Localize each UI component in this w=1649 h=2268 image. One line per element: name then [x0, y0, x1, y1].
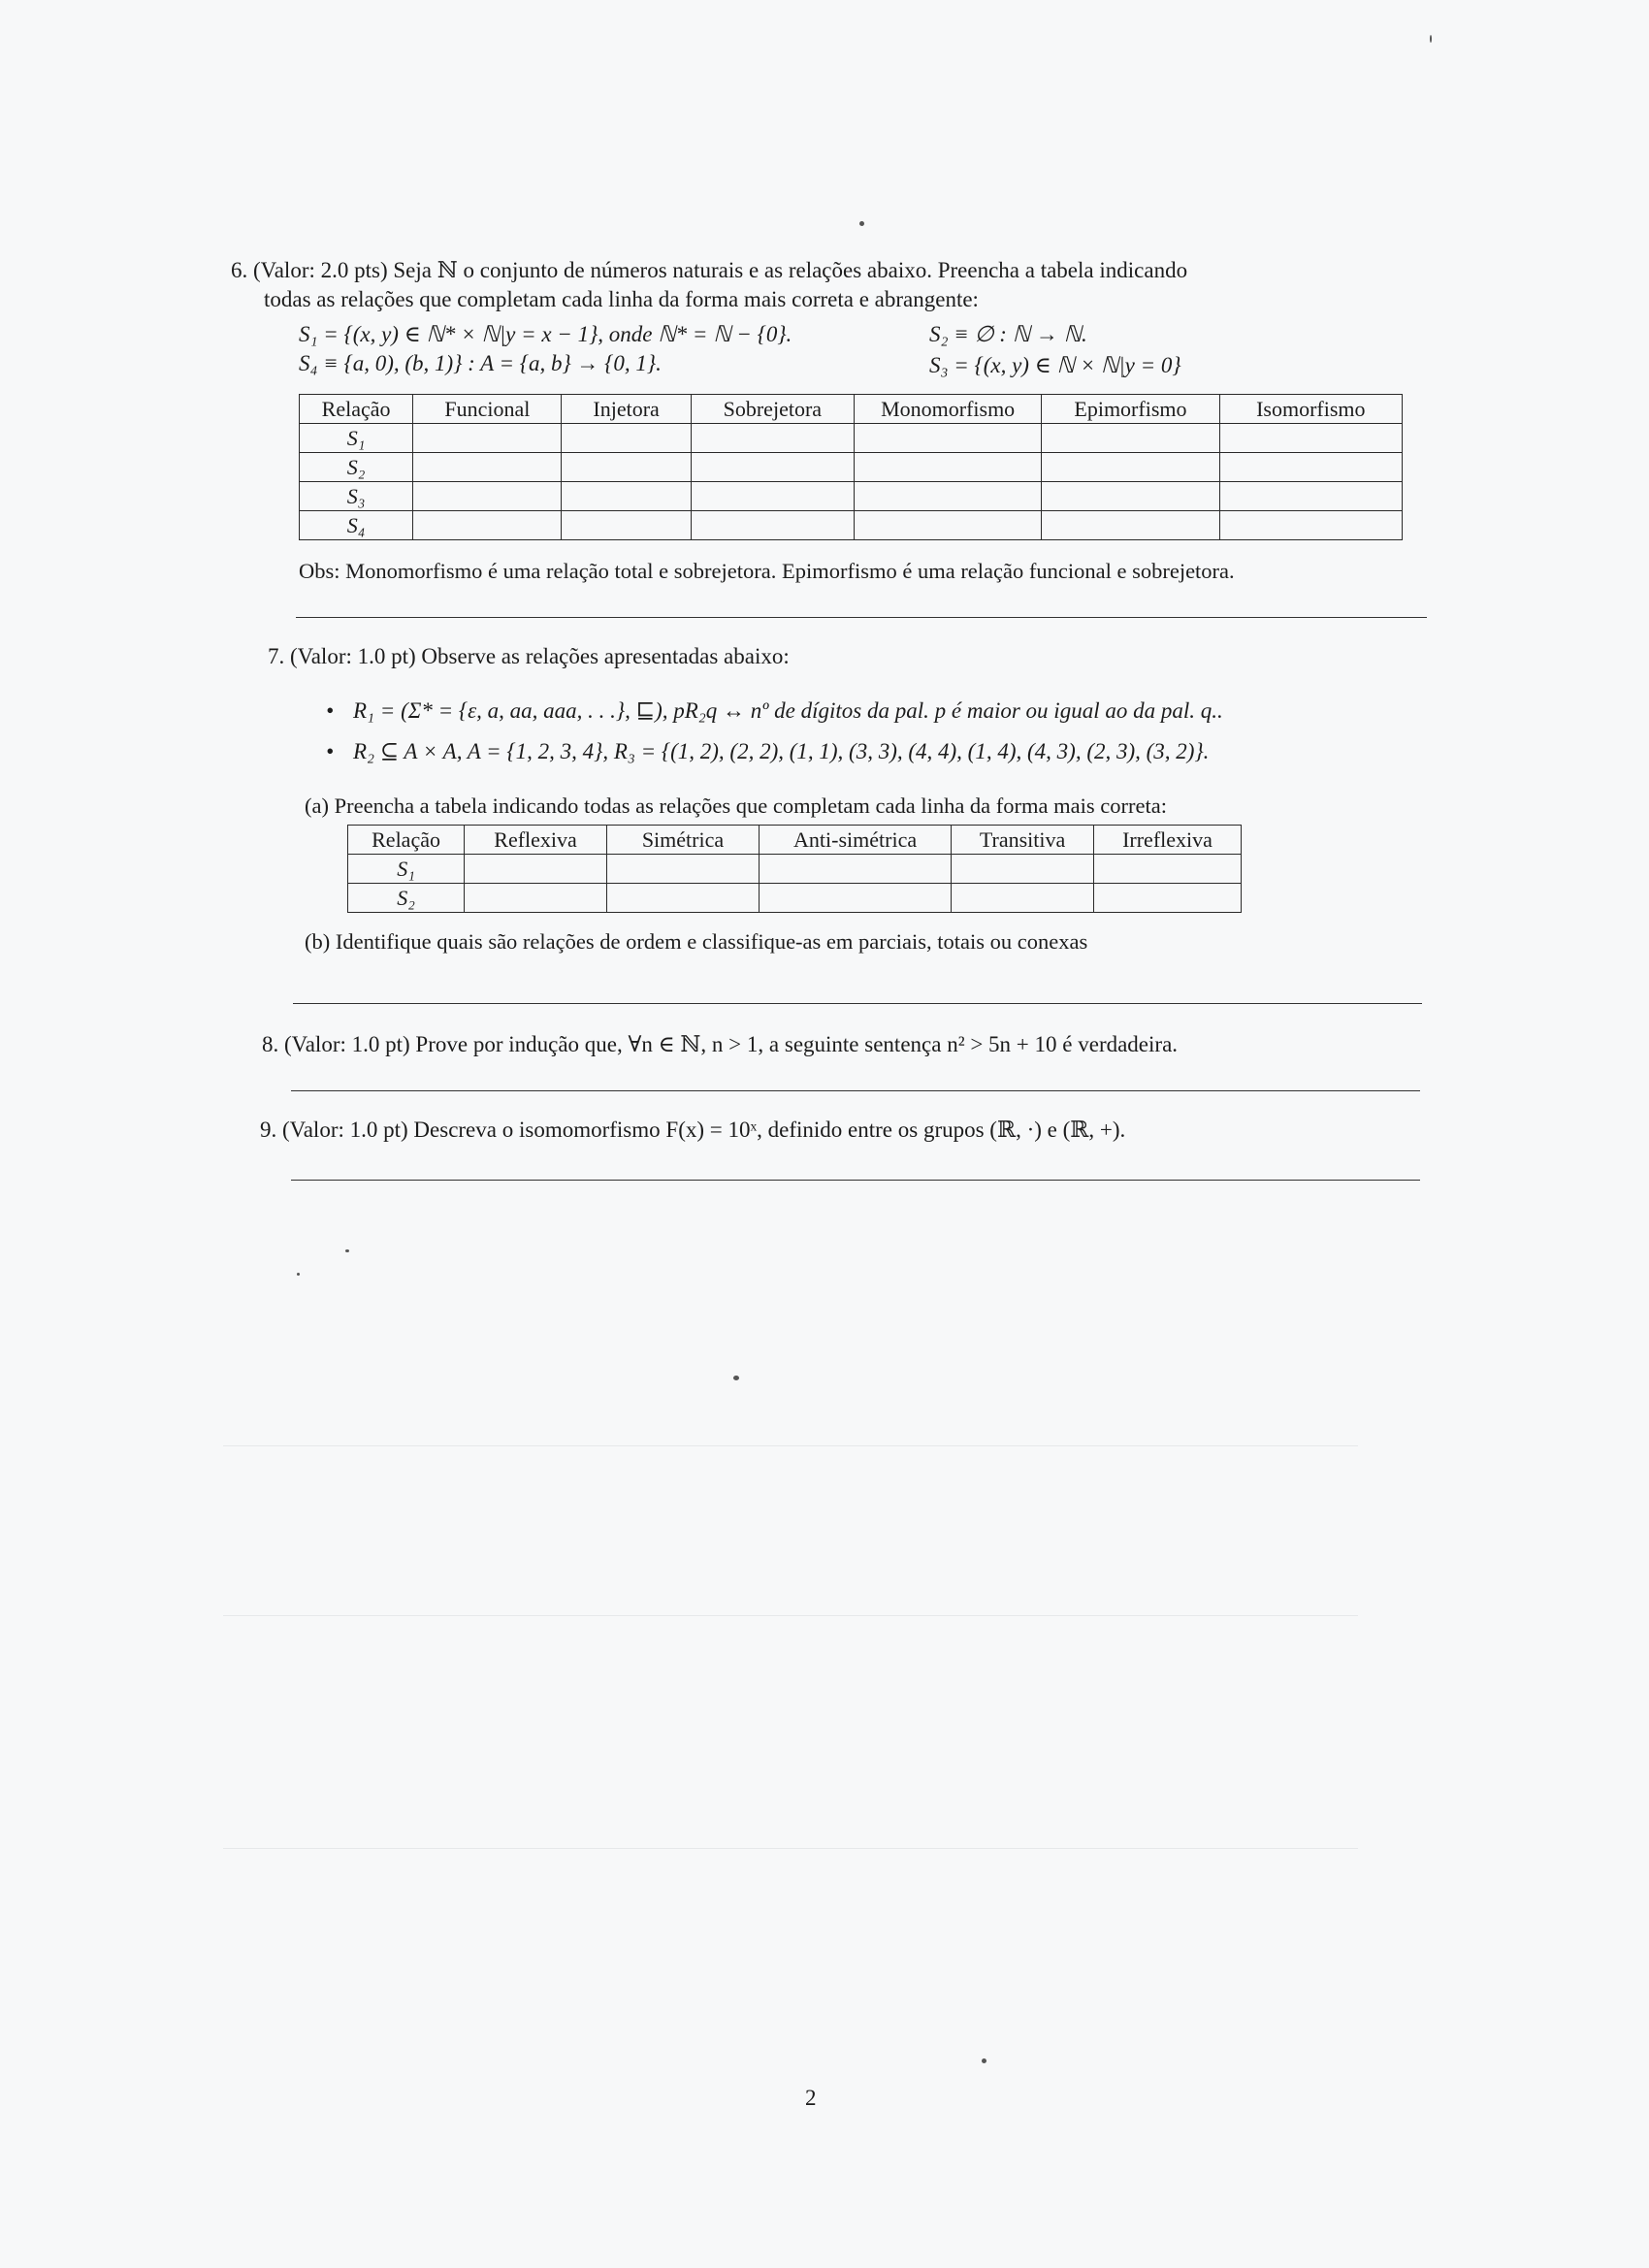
q6-cell[interactable] — [1219, 453, 1402, 482]
scan-speck — [859, 221, 864, 226]
q6-cell[interactable] — [562, 453, 691, 482]
q6-row-s1-label: S₁ — [300, 424, 413, 453]
q6-cell[interactable] — [1219, 482, 1402, 511]
q7-cell[interactable] — [606, 884, 759, 913]
q9-number: 9. — [260, 1118, 277, 1142]
scan-speck — [345, 1249, 349, 1252]
q6-cell[interactable] — [691, 482, 854, 511]
q7-part-b: (b) Identifique quais são relações de ordem e classifique-as em parciais, totais ou conexas — [305, 929, 1088, 954]
q8-line — [262, 1030, 1178, 1059]
bullet-icon: • — [326, 739, 335, 763]
q8-text: Prove por indução que, ∀n ∈ ℕ, n > 1, a seguinte sentença n² > 5n + 10 é verdadeira. — [415, 1032, 1179, 1056]
table-row — [300, 453, 1403, 482]
q9-line — [260, 1116, 1125, 1145]
scan-speck — [297, 1273, 300, 1276]
q7-cell[interactable] — [465, 855, 607, 884]
q6-row-s3-label: S₃ — [300, 482, 413, 511]
q8-value: (Valor: 1.0 pt) — [284, 1032, 410, 1056]
q6-cell[interactable] — [1042, 424, 1219, 453]
q6-cell[interactable] — [1042, 482, 1219, 511]
q6-col-monomorfismo: Monomorfismo — [854, 395, 1041, 424]
q6-def-s2: S₂ ≡ ∅ : ℕ → ℕ. — [929, 322, 1087, 346]
q6-cell[interactable] — [1219, 511, 1402, 540]
q7-bullet-2-text: R₂ ⊆ A × A, A = {1, 2, 3, 4}, R₃ = {(1, 2), (2, 2), (1, 1), (3, 3), (4, 4), (1, 4), (4, 3), (2, 3), (3, 2)}. — [353, 739, 1210, 763]
q6-statement-2: todas as relações que completam cada linha da forma mais correta e abrangente: — [264, 287, 979, 311]
table-row — [348, 855, 1242, 884]
q6-cell[interactable] — [1042, 453, 1219, 482]
q6-row-s4-label: S₄ — [300, 511, 413, 540]
page-number: 2 — [805, 2086, 817, 2110]
q6-cell[interactable] — [1219, 424, 1402, 453]
q7-col-simetrica: Simétrica — [606, 826, 759, 855]
q6-cell[interactable] — [854, 511, 1041, 540]
q6-def-s3: S₃ = {(x, y) ∈ ℕ × ℕ|y = 0} — [929, 353, 1181, 377]
q7-cell[interactable] — [606, 855, 759, 884]
q7-cell[interactable] — [465, 884, 607, 913]
q7-bullet-2 — [326, 737, 1209, 766]
q6-cell[interactable] — [854, 453, 1041, 482]
q6-line1 — [231, 256, 1187, 285]
q7-col-relacao: Relação — [348, 826, 465, 855]
q6-cell[interactable] — [562, 482, 691, 511]
q7-number: 7. — [268, 644, 285, 668]
q8-divider — [291, 1090, 1420, 1091]
q9-value: (Valor: 1.0 pt) — [282, 1118, 408, 1142]
q7-cell[interactable] — [952, 855, 1094, 884]
q6-row-s2-label: S₂ — [300, 453, 413, 482]
q6-table — [299, 394, 1403, 540]
q6-col-funcional: Funcional — [413, 395, 562, 424]
q6-col-isomorfismo: Isomorfismo — [1219, 395, 1402, 424]
q6-cell[interactable] — [562, 424, 691, 453]
q6-divider — [296, 617, 1427, 618]
q6-cell[interactable] — [691, 453, 854, 482]
q6-cell[interactable] — [1042, 511, 1219, 540]
q7-cell[interactable] — [952, 884, 1094, 913]
q6-col-relacao: Relação — [300, 395, 413, 424]
q7-line1 — [268, 642, 790, 671]
table-row — [348, 884, 1242, 913]
q7-col-transitiva: Transitiva — [952, 826, 1094, 855]
q6-cell[interactable] — [854, 482, 1041, 511]
q7-bullet-1 — [326, 697, 1223, 726]
table-row — [300, 424, 1403, 453]
q7-cell[interactable] — [1093, 884, 1241, 913]
q6-statement-1: Seja ℕ o conjunto de números naturais e as relações abaixo. Preencha a tabela indicando — [393, 258, 1188, 282]
q6-cell[interactable] — [413, 453, 562, 482]
q6-col-sobrejetora: Sobrejetora — [691, 395, 854, 424]
bullet-icon: • — [326, 698, 335, 723]
table-row — [300, 482, 1403, 511]
q6-observation: Obs: Monomorfismo é uma relação total e sobrejetora. Epimorfismo é uma relação funcional e sobrejetora. — [299, 559, 1235, 583]
q6-col-injetora: Injetora — [562, 395, 691, 424]
q7-divider — [293, 1003, 1422, 1004]
scan-speck — [1430, 35, 1432, 43]
q6-table-header-row — [300, 395, 1403, 424]
q7-col-irreflexiva: Irreflexiva — [1093, 826, 1241, 855]
q7-part-a: (a) Preencha a tabela indicando todas as relações que completam cada linha da forma mais correta: — [305, 794, 1167, 818]
q7-col-anti-simetrica: Anti-simétrica — [760, 826, 952, 855]
q9-text: Descreva o isomomorfismo F(x) = 10ˣ, definido entre os grupos (ℝ, ·) e (ℝ, +). — [413, 1118, 1126, 1142]
q7-col-reflexiva: Reflexiva — [465, 826, 607, 855]
scan-speck — [982, 2058, 986, 2063]
q6-cell[interactable] — [413, 482, 562, 511]
q6-cell[interactable] — [854, 424, 1041, 453]
q6-def-s4: S₄ ≡ {a, 0), (b, 1)} : A = {a, b} → {0, 1}. — [299, 351, 662, 375]
q6-cell[interactable] — [413, 424, 562, 453]
q9-divider — [291, 1180, 1420, 1181]
q7-intro: Observe as relações apresentadas abaixo: — [421, 644, 790, 668]
q7-row-s1-label: S₁ — [348, 855, 465, 884]
q7-cell[interactable] — [760, 855, 952, 884]
q7-value: (Valor: 1.0 pt) — [290, 644, 416, 668]
q7-bullet-1-text: R₁ = (Σ* = {ε, a, aa, aaa, . . .}, ⊑), pR₂q ↔ nº de dígitos da pal. p é maior ou igual ao da pal. q.. — [353, 698, 1223, 723]
q6-def-s1: S₁ = {(x, y) ∈ ℕ* × ℕ|y = x − 1}, onde ℕ* = ℕ − {0}. — [299, 322, 792, 346]
q7-table — [347, 825, 1242, 913]
q7-row-s2-label: S₂ — [348, 884, 465, 913]
q6-col-epimorfismo: Epimorfismo — [1042, 395, 1219, 424]
q7-cell[interactable] — [1093, 855, 1241, 884]
table-row — [300, 511, 1403, 540]
q6-cell[interactable] — [562, 511, 691, 540]
q7-table-header-row — [348, 826, 1242, 855]
q8-number: 8. — [262, 1032, 279, 1056]
q6-cell[interactable] — [413, 511, 562, 540]
q7-cell[interactable] — [760, 884, 952, 913]
q6-number: 6. — [231, 258, 248, 282]
q6-cell[interactable] — [691, 424, 854, 453]
q6-cell[interactable] — [691, 511, 854, 540]
scan-speck — [733, 1376, 739, 1380]
q6-value: (Valor: 2.0 pts) — [253, 258, 388, 282]
